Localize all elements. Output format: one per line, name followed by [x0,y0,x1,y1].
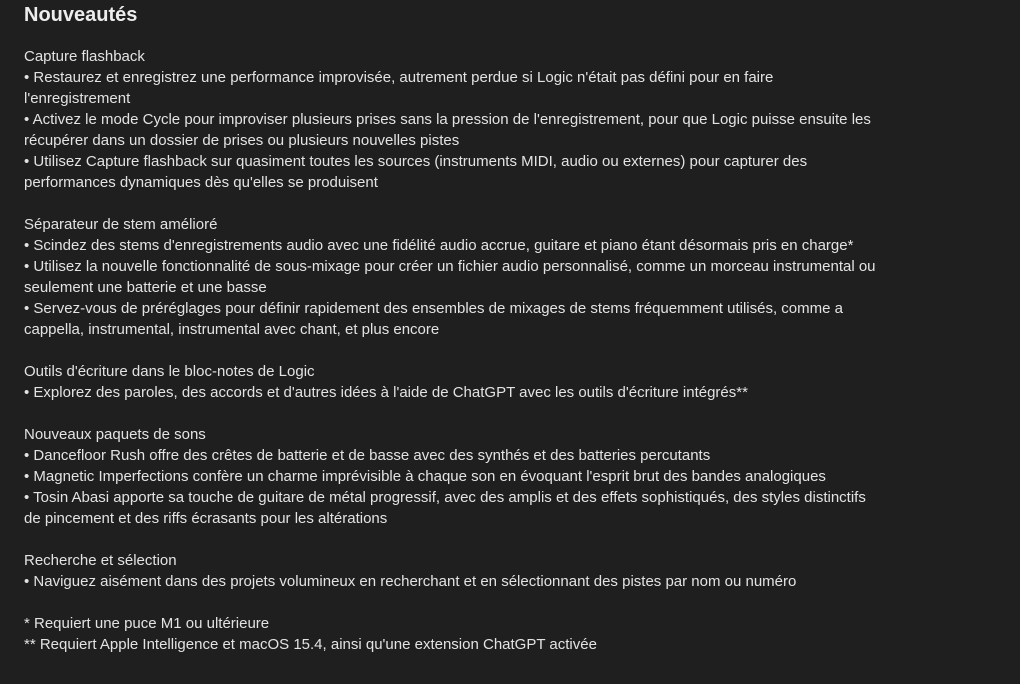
section-search-select [24,550,996,592]
feature-bullet: • Scindez des stems d'enregistrements audio avec une fidélité audio accrue, guitare et piano étant désormais pris en charge* [24,237,854,254]
section-capture-flashback [24,46,996,193]
footnotes [24,613,996,655]
section-stem-splitter [24,214,996,340]
footnote: * Requiert une puce M1 ou ultérieure [24,615,270,632]
footnote: ** Requiert Apple Intelligence et macOS 15.4, ainsi qu'une extension ChatGPT activée [24,636,597,653]
feature-bullet: • Utilisez Capture flashback sur quasiment toutes les sources (instruments MIDI, audio ou externes) pour capturer des performances dynamiques dès qu'elles se produisent [24,153,808,191]
feature-bullet: • Magnetic Imperfections confère un charme imprévisible à chaque son en évoquant l'esprit brut des bandes analogiques [24,468,826,485]
feature-bullet: • Tosin Abasi apporte sa touche de guitare de métal progressif, avec des amplis et des effets sophistiqués, des styles distinctifs de pincement et des riffs écrasants pour les altérations [24,489,866,527]
section-heading: Capture flashback [24,48,145,65]
section-heading: Séparateur de stem amélioré [24,216,218,233]
feature-bullet: • Naviguez aisément dans des projets volumineux en recherchant et en sélectionnant des pistes par nom ou numéro [24,573,797,590]
page-title: Nouveautés [24,4,138,26]
section-heading: Recherche et sélection [24,552,177,569]
feature-bullet: • Utilisez la nouvelle fonctionnalité de sous-mixage pour créer un fichier audio personnalisé, comme un morceau instrumental ou seulement une batterie et une basse [24,258,876,296]
feature-bullet: • Activez le mode Cycle pour improviser plusieurs prises sans la pression de l'enregistrement, pour que Logic puisse ensuite les récupérer dans un dossier de prises ou plusieurs nouvelles pistes [24,111,871,149]
section-heading: Nouveaux paquets de sons [24,426,206,443]
feature-bullet: • Explorez des paroles, des accords et d'autres idées à l'aide de ChatGPT avec les outils d'écriture intégrés** [24,384,748,401]
section-writing-tools [24,361,996,403]
section-sound-packs [24,424,996,529]
feature-bullet: • Dancefloor Rush offre des crêtes de batterie et de basse avec des synthés et des batteries percutants [24,447,711,464]
feature-bullet: • Servez-vous de préréglages pour définir rapidement des ensembles de mixages de stems fréquemment utilisés, comme a cappella, instrumental, instrumental avec chant, et plus encore [24,300,843,338]
section-heading: Outils d'écriture dans le bloc-notes de Logic [24,363,315,380]
feature-bullet: • Restaurez et enregistrez une performance improvisée, autrement perdue si Logic n'était pas défini pour en faire l'enregistrement [24,69,774,107]
